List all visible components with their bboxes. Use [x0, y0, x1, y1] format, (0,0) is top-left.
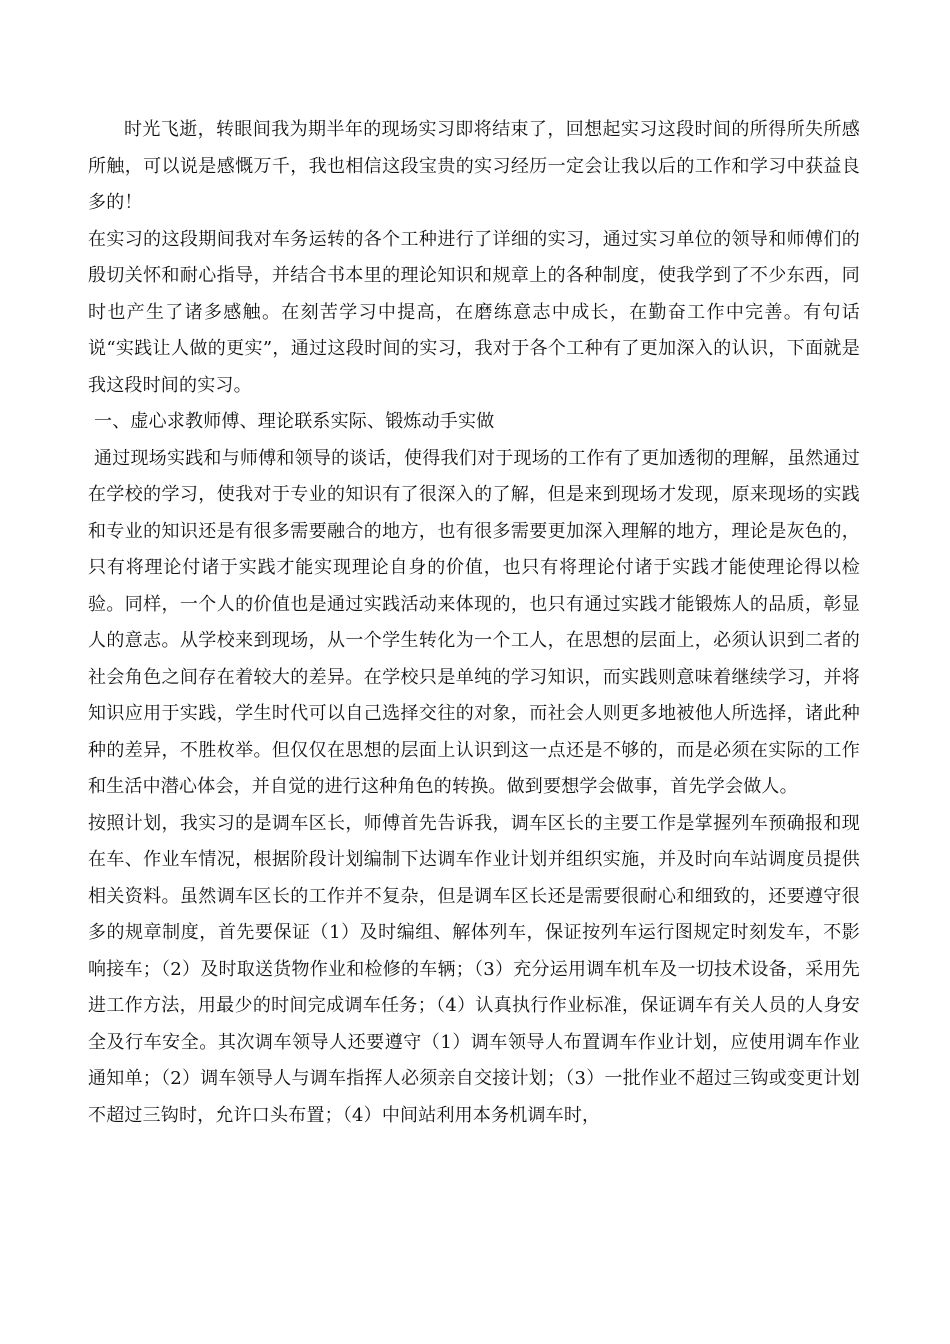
practice-reflection-paragraph: 通过现场实践和与师傅和领导的谈话，使得我们对于现场的工作有了更加透彻的理解，虽然通过在学校的学习，使我对于专业的知识有了很深入的了解，但是来到现场才发现，原来现场的实践和专业的知识还是有很多需要融合的地方，也有很多需要更加深入理解的地方，理论是灰色的，只有将理论付诸于实践才能实现理论自身的价值，也只有将理论付诸于实践才能使理论得以检验。同样，一个人的价值也是通过实践活动来体现的，也只有通过实践才能锻炼人的品质，彰显人的意志。从学校来到现场，从一个学生转化为一个工人，在思想的层面上，必须认识到二者的社会角色之间存在着较大的差异。在学校只是单纯的学习知识，而实践则意味着继续学习，并将知识应用于实践，学生时代可以自己选择交往的对象，而社会人则更多地被他人所选择，诸此种种的差异，不胜枚举。但仅仅在思想的层面上认识到这一点还是不够的，而是必须在实际的工作和生活中潜心体会，并自觉的进行这种角色的转换。做到要想学会做事，首先学会做人。	[88, 447, 860, 797]
document-body	[88, 112, 860, 1134]
intro-paragraph: 时光飞逝，转眼间我为期半年的现场实习即将结束了，回想起实习这段时间的所得所失所感所触，可以说是感慨万千，我也相信这段宝贵的实习经历一定会让我以后的工作和学习中获益良多的！	[88, 119, 860, 213]
section-heading: 一、虚心求教师傅、理论联系实际、锻炼动手实做	[94, 411, 495, 432]
internship-overview-paragraph: 在实习的这段期间我对车务运转的各个工种进行了详细的实习，通过实习单位的领导和师傅们的殷切关怀和耐心指导，并结合书本里的理论知识和规章上的各种制度，使我学到了不少东西，同时也产生了诸多感触。在刻苦学习中提高，在磨练意志中成长，在勤奋工作中完善。有句话说“实践让人做的更实”，通过这段时间的实习，我对于各个工种有了更加深入的认识，下面就是我这段时间的实习。	[88, 228, 860, 396]
shunting-duties-paragraph: 按照计划，我实习的是调车区长，师傅首先告诉我，调车区长的主要工作是掌握列车预确报和现在车、作业车情况，根据阶段计划编制下达调车作业计划并组织实施，并及时向车站调度员提供相关资料。虽然调车区长的工作并不复杂，但是调车区长还是需要很耐心和细致的，还要遵守很多的规章制度，首先要保证（1）及时编组、解体列车，保证按列车运行图规定时刻发车，不影响接车；（2）及时取送货物作业和检修的车辆；（3）充分运用调车机车及一切技术设备，采用先进工作方法，用最少的时间完成调车任务；（4）认真执行作业标准，保证调车有关人员的人身安全及行车安全。其次调车领导人还要遵守（1）调车领导人布置调车作业计划，应使用调车作业通知单；（2）调车领导人与调车指挥人必须亲自交接计划；（3）一批作业不超过三钩或变更计划不超过三钩时，允许口头布置；（4）中间站利用本务机调车时，	[88, 812, 860, 1126]
